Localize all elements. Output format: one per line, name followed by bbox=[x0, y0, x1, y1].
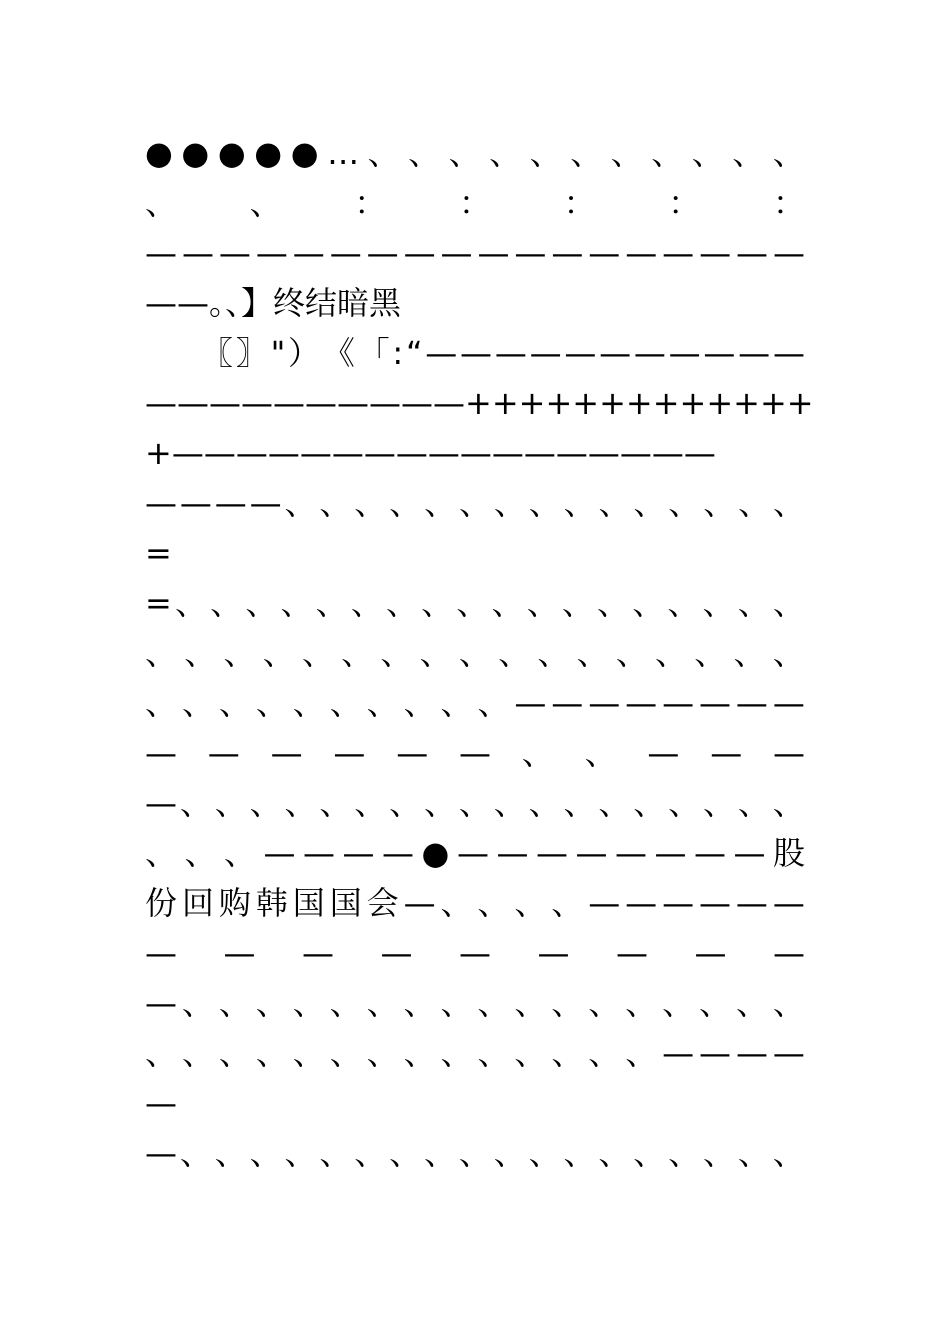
text-line: — 、 、 、 、 、 、 、 、 、 、 、 、 、 、 、 、 、 、 bbox=[145, 784, 805, 822]
text-line: ● ● ● ● ● … 、 、 、 、 、 、 、 、 、 、 、 bbox=[145, 134, 805, 172]
text-line: — — — — — — — — — — + + + + + + + + + + + + + bbox=[145, 384, 814, 422]
text-line: = bbox=[145, 534, 172, 572]
text-line: — — — — 、 、 、 、 、 、 、 、 、 、 、 、 、 、 、 bbox=[145, 484, 805, 522]
text-line: — 、 、 、 、 、 、 、 、 、 、 、 、 、 、 、 、 、 、 bbox=[145, 1134, 805, 1172]
text-line: 、 、 、 — — — — ● — — — — — — — — 股 bbox=[145, 834, 805, 872]
text-line: — bbox=[145, 1084, 177, 1122]
text-line: 、 、 、 、 、 、 、 、 、 、 、 、 、 、 — — — — bbox=[145, 1034, 805, 1072]
text-line: — 、 、 、 、 、 、 、 、 、 、 、 、 、 、 、 、 、 bbox=[145, 984, 805, 1022]
document-text bbox=[145, 128, 814, 1178]
text-line: 〖 〗 " ） 《 「 : “ — — — — — — — — — — — bbox=[201, 334, 805, 372]
text-line: ——。、】终结暗黑 bbox=[145, 284, 402, 322]
text-line: 份 回 购 韩 国 国 会 — 、 、 、 、 — — — — — — bbox=[145, 884, 805, 922]
text-line: — — — — — — — — — — — — — — — — — — bbox=[145, 234, 805, 272]
text-line: — — — — — — 、 、 — — — bbox=[145, 734, 805, 772]
text-line: 、 、 、 、 、 、 、 、 、 、 — — — — — — — — bbox=[145, 684, 805, 722]
text-line: +————————————————— bbox=[145, 434, 716, 472]
text-line: = 、 、 、 、 、 、 、 、 、 、 、 、 、 、 、 、 、 、 bbox=[145, 584, 805, 622]
text-line: 、 、 、 、 、 、 、 、 、 、 、 、 、 、 、 、 、 bbox=[145, 634, 805, 672]
text-line: 、 、 ： ： ： ： ： bbox=[145, 184, 805, 222]
text-line: — — — — — — — — — bbox=[145, 934, 805, 972]
